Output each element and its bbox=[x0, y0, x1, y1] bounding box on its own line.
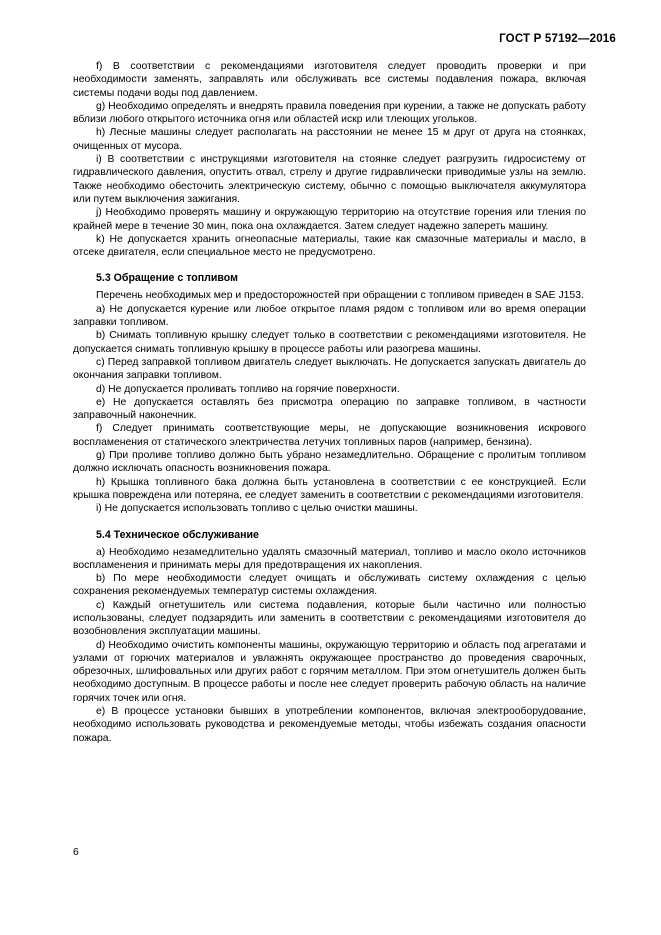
page-header-standard-number: ГОСТ Р 57192—2016 bbox=[499, 33, 616, 45]
body-paragraph: a) Необходимо незамедлительно удалять смазочный материал, топливо и масло около источников воспламенения и принимать меры для предотвращения их накопления. bbox=[73, 546, 586, 571]
body-paragraph: e) В процессе установки бывших в употреблении компонентов, включая электрооборудование, необходимо использовать руководства и рекомендуемые методы, чтобы избежать создания опасности пожара. bbox=[73, 706, 586, 744]
body-paragraph: f) Следует принимать соответствующие меры, не допускающие возникновения искрового воспламенения от статического электричества летучих топливных паров (например, бензина). bbox=[73, 423, 586, 448]
body-paragraph: d) Необходимо очистить компоненты машины, окружающую территорию и область под агрегатами и узлами от горючих материалов и увлажнять окружающее пространство до проведения сварочных, обрезочных, шлифовальных или других работ с горячим металлом. При этом огнетушитель должен быть необходимо доступным. В процессе работы и после нее следует проверить рабочую область на наличие горячих точек или огня. bbox=[73, 639, 586, 704]
body-paragraph: d) Не допускается проливать топливо на горячие поверхности. bbox=[96, 383, 400, 395]
body-paragraph: g) Необходимо определять и внедрять правила поведения при курении, а также не допускать работу вблизи любого открытого источника огня или областей искр или тлеющих угольков. bbox=[73, 100, 586, 126]
spacer bbox=[73, 516, 586, 529]
body-paragraph: b) По мере необходимости следует очищать и обслуживать систему охлаждения с целью сохранения рекомендуемых температур системы охлаждения. bbox=[73, 573, 586, 598]
body-paragraph: a) Не допускается курение или любое открытое пламя рядом с топливом или во время операции заправки топливом. bbox=[73, 303, 586, 329]
document-body bbox=[73, 60, 586, 745]
body-paragraph: j) Необходимо проверять машину и окружающую территорию на отсутствие горения или тления по крайней мере в течение 30 мин, пока она охлаждается. Затем следует надежно запереть машину. bbox=[73, 207, 586, 232]
body-paragraph: e) Не допускается оставлять без присмотра операцию по заправке топливом, в частности заправочный наконечник. bbox=[73, 396, 586, 422]
page-number: 6 bbox=[73, 847, 79, 858]
body-paragraph: h) Крышка топливного бака должна быть установлена в соответствии с ее конструкцией. Если крышка повреждена или потеряна, ее следует заменить в соответствии с рекомендациями изготовителя. bbox=[73, 476, 586, 501]
section-heading: 5.4 Техническое обслуживание bbox=[96, 528, 259, 541]
body-paragraph: Перечень необходимых мер и предосторожностей при обращении с топливом приведен в SAE J153. bbox=[96, 290, 584, 302]
spacer bbox=[73, 259, 586, 272]
body-paragraph: h) Лесные машины следует располагать на расстоянии не менее 15 м друг от друга на стоянках, очищенных от мусора. bbox=[73, 127, 586, 152]
body-paragraph: c) Каждый огнетушитель или система подавления, которые были частично или полностью использованы, следует подзарядить или заменить в соответствии с рекомендациями изготовителя до возобновления эксплуатации машины. bbox=[73, 599, 586, 638]
body-paragraph: b) Снимать топливную крышку следует только в соответствии с рекомендациями изготовителя. Не допускается снимать топливную крышку в процессе работы или разогрева машины. bbox=[73, 330, 586, 355]
body-paragraph: g) При проливе топливо должно быть убрано незамедлительно. Обращение с пролитым топливом должно исключать опасность возникновения пожара. bbox=[73, 450, 586, 475]
body-paragraph: i) В соответствии с инструкциями изготовителя на стоянке следует разгрузить гидросистему от гидравлического давления, опустить отвал, стрелу и другие гидравлически приводимые узлы на землю. Также необходимо обесточить электрическую систему, обычно с помощью выключателя аккумулятора или путем выключения зажигания. bbox=[73, 154, 586, 205]
section-heading: 5.3 Обращение с топливом bbox=[96, 272, 238, 285]
body-paragraph: i) Не допускается использовать топливо с целью очистки машины. bbox=[96, 503, 418, 515]
body-paragraph: k) Не допускается хранить огнеопасные материалы, такие как смазочные материалы и масло, в отсеке двигателя, если специальное место не предусмотрено. bbox=[73, 233, 586, 259]
body-paragraph: f) В соответствии с рекомендациями изготовителя следует проводить проверки и при необходимости заменять, заправлять или обслуживать все системы подавления пожара, включая системы подачи воды под давлением. bbox=[73, 61, 586, 99]
body-paragraph: c) Перед заправкой топливом двигатель следует выключать. Не допускается запускать двигатель до окончания заправки топливом. bbox=[73, 356, 586, 382]
